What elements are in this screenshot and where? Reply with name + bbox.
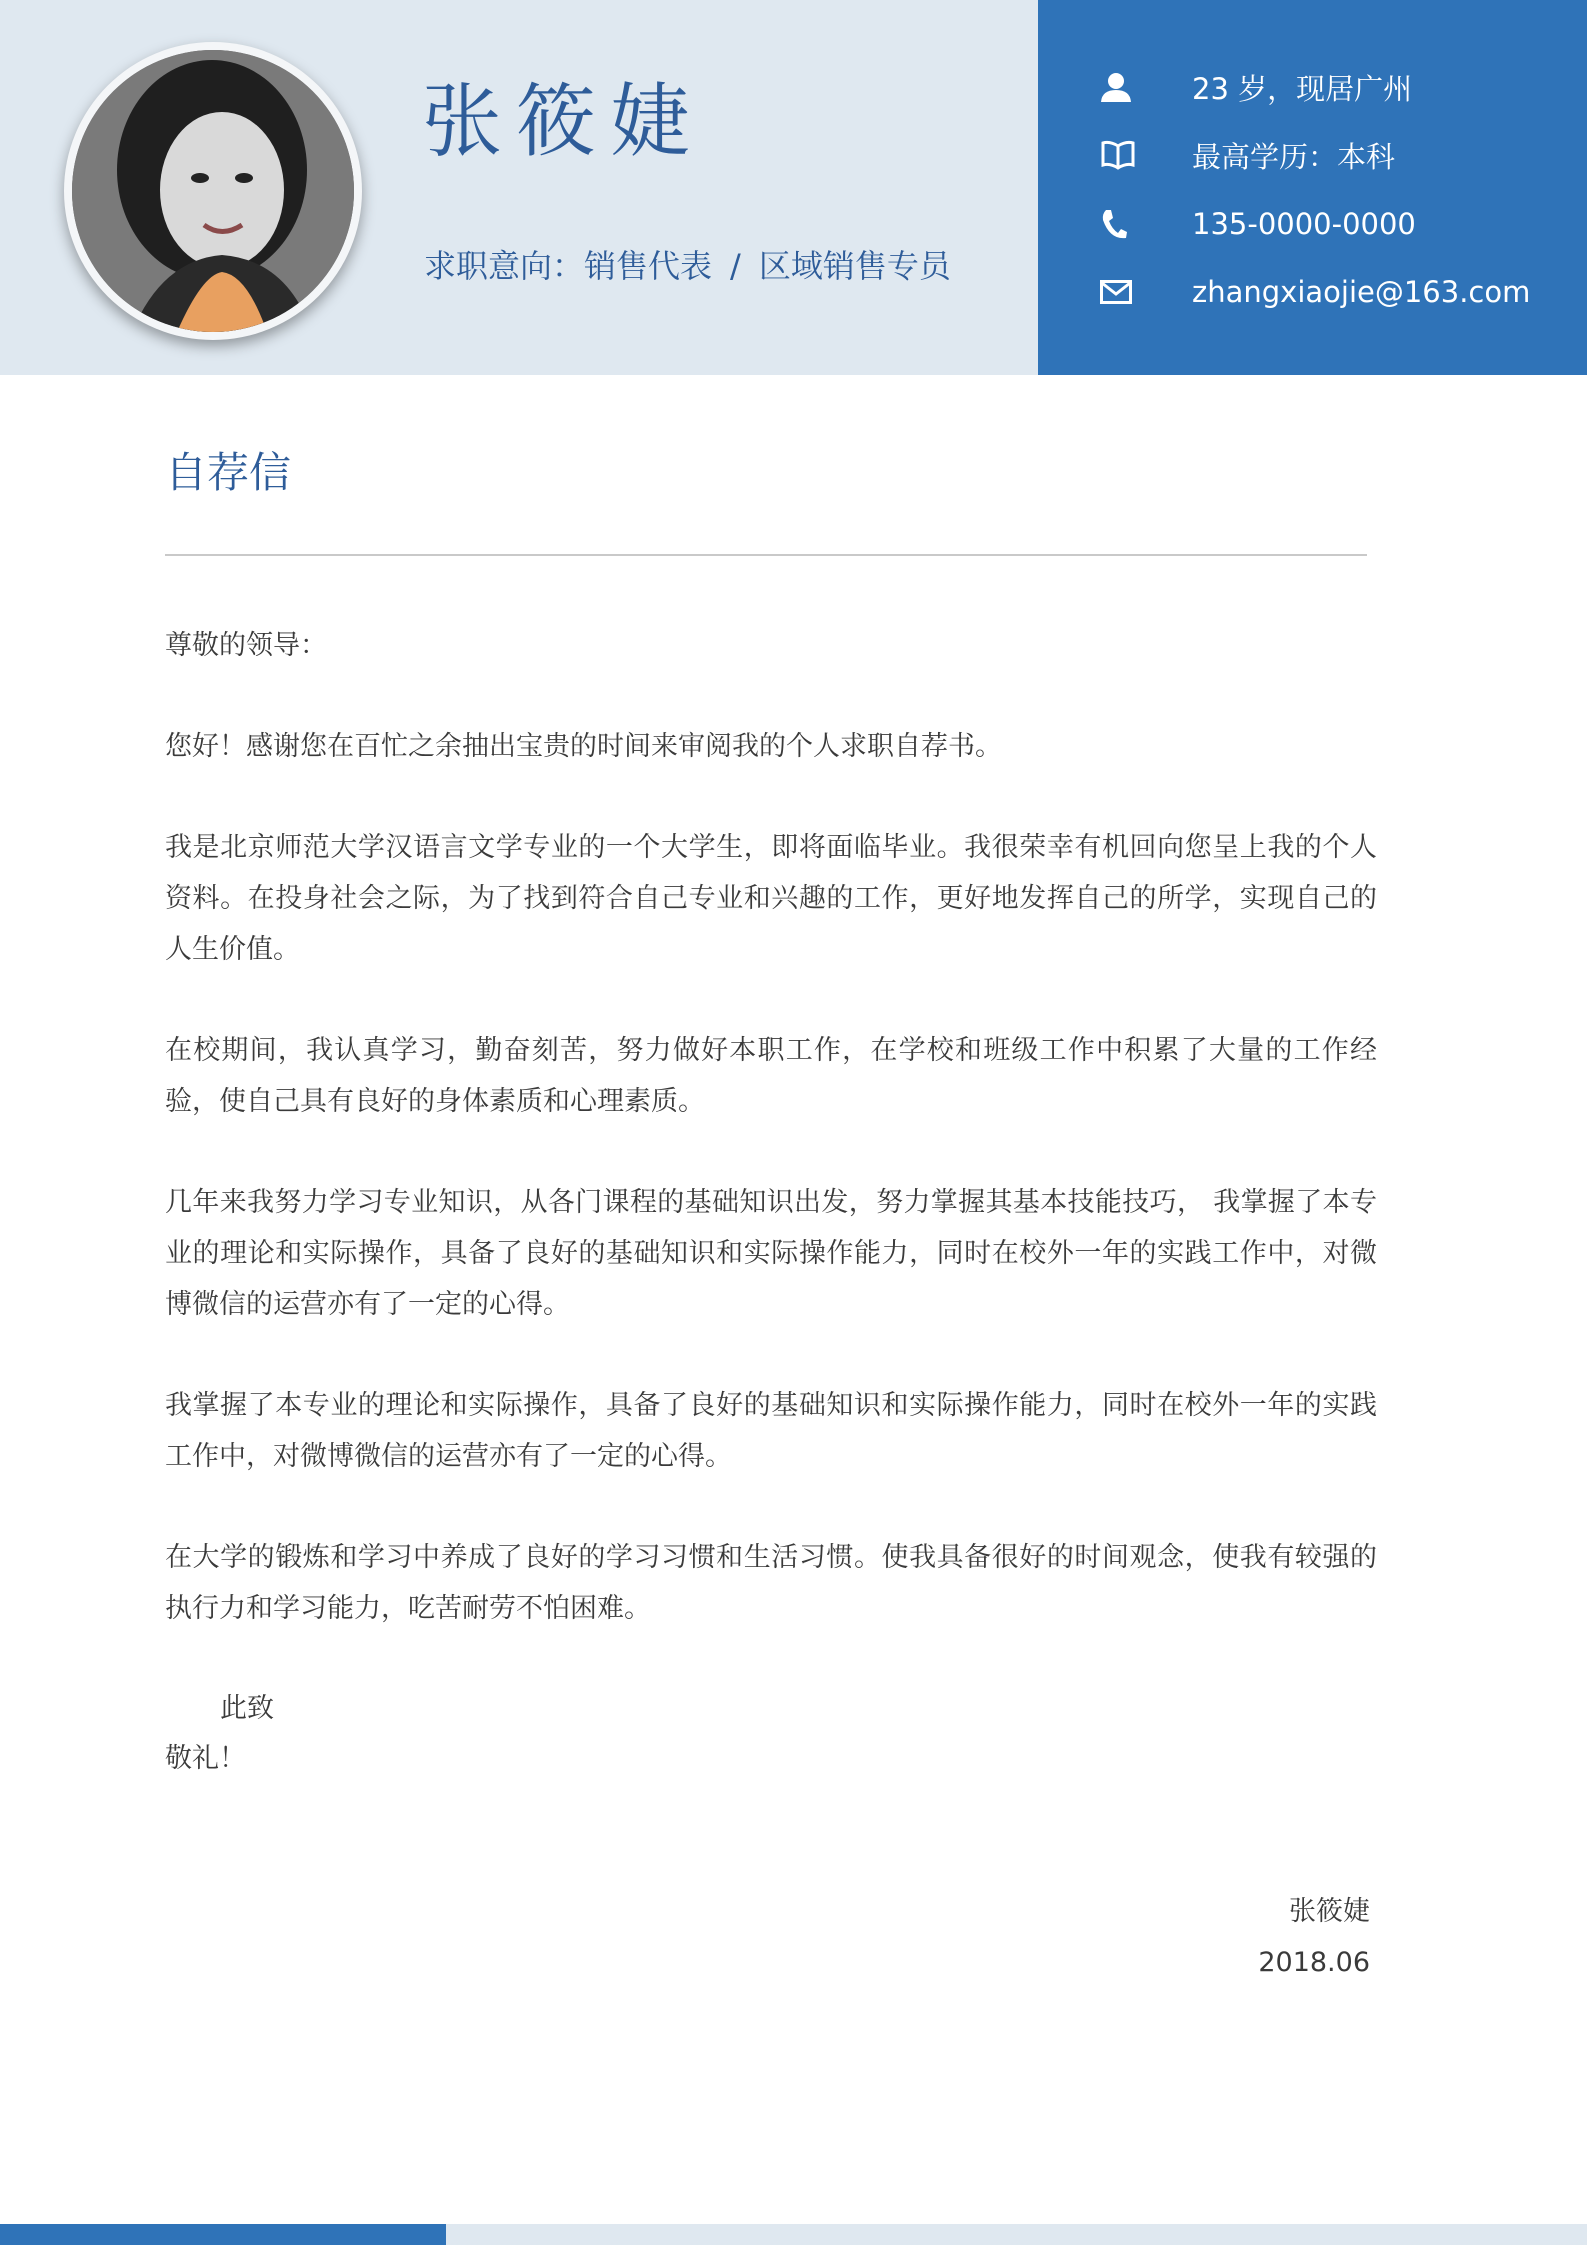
contact-email <box>1100 270 1560 314</box>
objective-role-primary: 销售代表 <box>584 247 713 285</box>
objective-label: 求职意向： <box>424 247 585 285</box>
letter-closing-salutation: 此致 <box>220 1693 274 1724</box>
footer-accent-bar <box>0 2224 446 2245</box>
contact-education-text: 最高学历：本科 <box>1192 139 1396 174</box>
letter-closing-regards: 敬礼！ <box>165 1743 246 1774</box>
letter-paragraph: 几年来我努力学习专业知识，从各门课程的基础知识出发，努力掌握其基本技能技巧， 我掌握了本专业的理论和实际操作，具备了良好的基础知识和实际操作能力，同时在校外一年的实践工作中，对微博微信的运营亦有了一定的心得。 <box>165 1187 1377 1320</box>
person-icon <box>1100 72 1156 102</box>
objective-separator: / <box>730 247 741 285</box>
envelope-icon <box>1100 280 1156 304</box>
letter-paragraph: 在校期间，我认真学习，勤奋刻苦，努力做好本职工作，在学校和班级工作中积累了大量的工作经验，使自己具有良好的身体素质和心理素质。 <box>165 1035 1377 1117</box>
letter-paragraph: 我掌握了本专业的理论和实际操作，具备了良好的基础知识和实际操作能力，同时在校外一年的实践工作中，对微博微信的运营亦有了一定的心得。 <box>165 1390 1377 1472</box>
section-divider <box>165 554 1367 556</box>
letter-paragraph: 我是北京师范大学汉语言文学专业的一个大学生，即将面临毕业。我很荣幸有机回向您呈上我的个人资料。在投身社会之际，为了找到符合自己专业和兴趣的工作，更好地发挥自己的所学，实现自己的人生价值。 <box>165 832 1377 965</box>
contact-age-location <box>1100 65 1560 109</box>
letter-paragraph: 在大学的锻炼和学习中养成了良好的学习习惯和生活习惯。使我具备很好的时间观念，使我有较强的执行力和学习能力，吃苦耐劳不怕困难。 <box>165 1542 1377 1624</box>
letter-greeting: 尊敬的领导： <box>165 630 327 661</box>
contact-phone <box>1100 202 1560 246</box>
job-objective <box>424 247 951 285</box>
phone-icon <box>1100 208 1156 240</box>
contact-phone-text: 135-0000-0000 <box>1192 207 1416 241</box>
signature-name: 张筱婕 <box>1289 1896 1370 1927</box>
contact-panel <box>1038 0 1587 375</box>
avatar <box>64 42 362 340</box>
book-icon <box>1100 140 1156 170</box>
signature-block <box>1258 1886 1370 1988</box>
signature-date: 2018.06 <box>1258 1947 1370 1978</box>
contact-age-location-text: 23 岁，现居广州 <box>1192 71 1413 106</box>
candidate-name: 张筱婕 <box>422 75 704 168</box>
objective-role-secondary: 区域销售专员 <box>758 247 951 285</box>
contact-education <box>1100 133 1560 177</box>
cover-letter-body <box>165 620 1377 1684</box>
profile-photo <box>72 50 354 332</box>
section-title: 自荐信 <box>165 448 292 497</box>
letter-paragraph: 您好！感谢您在百忙之余抽出宝贵的时间来审阅我的个人求职自荐书。 <box>165 731 1002 762</box>
contact-email-text: zhangxiaojie@163.com <box>1192 275 1531 309</box>
